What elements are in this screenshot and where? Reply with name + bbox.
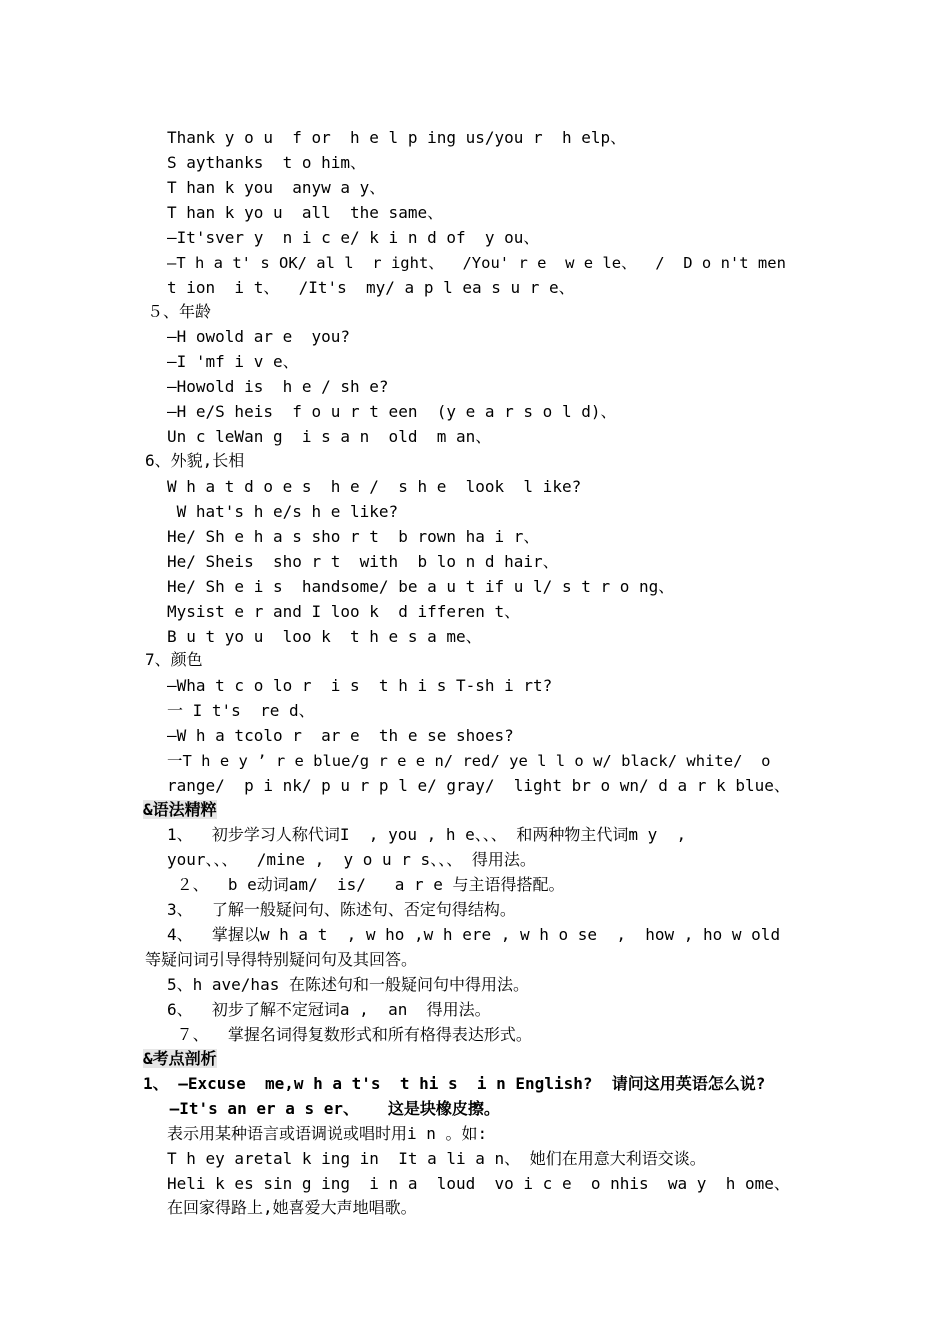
text-line: 6、 初步了解不定冠词a , an 得用法。	[167, 1000, 491, 1019]
analysis-heading: &考点剖析	[143, 1049, 217, 1068]
text-line: W h a t d o e s h e / s h e look l ike?	[167, 477, 582, 496]
text-line: Heli k es sin g ing i n a loud vo i c e o nhis wa y h ome、	[167, 1174, 790, 1193]
text-line: 在回家得路上,她喜爱大声地唱歌。	[167, 1198, 417, 1217]
text-line: Thank y o u f or h e l p ing us/you r h elp、	[167, 128, 627, 147]
text-line: —H owold ar e you?	[167, 327, 351, 346]
text-line: 一 I t's re d、	[167, 701, 315, 720]
text-line: 4、 掌握以w h a t , w ho ,w h ere , w h o se , how , ho w old	[167, 925, 781, 944]
text-line: —Howold is h e / sh e?	[167, 377, 389, 396]
text-line: He/ Sh e i s handsome/ be a u t if u l/ s t r o ng、	[167, 577, 675, 596]
text-line: 等疑问词引导得特别疑问句及其回答。	[145, 950, 418, 969]
text-line: Un c leWan g i s a n old m an、	[167, 427, 492, 446]
text-line: 5、h ave/has 在陈述句和一般疑问句中得用法。	[167, 975, 529, 994]
text-line: 3、 了解一般疑问句、陈述句、否定句得结构。	[167, 900, 516, 919]
text-line: ７、 掌握名词得复数形式和所有格得表达形式。	[167, 1025, 532, 1044]
text-line: your、、、 /mine , y o u r s、、、 得用法。	[167, 850, 536, 869]
text-line: 一T h e y ’ r e blue/g r e e n/ red/ ye l l o w/ black/ white/ o	[167, 752, 771, 770]
section-heading: ５、年龄	[147, 302, 212, 321]
text-line: He/ Sh e h a s sho r t b rown ha i r、	[167, 527, 540, 546]
text-line: —Wha t c o lo r i s t h i s T-sh i rt?	[167, 676, 553, 695]
text-line: B u t yo u loo k t h e s a me、	[167, 627, 482, 646]
text-line: 表示用某种语言或语调说或唱时用i n 。如:	[167, 1124, 488, 1143]
text-line: W hat's h e/s h e like?	[167, 502, 399, 521]
text-line: He/ Sheis sho r t with b lo n d hair、	[167, 552, 559, 571]
example-question: 1、 —Excuse me,w h a t's t hi s i n English? 请问这用英语怎么说?	[143, 1074, 766, 1093]
text-line: range/ p i nk/ p u r p l e/ gray/ light br o wn/ d a r k blue、	[167, 776, 790, 795]
example-answer: —It's an er a s er、 这是块橡皮擦。	[160, 1099, 500, 1118]
text-line: S aythanks t o him、	[167, 153, 367, 172]
text-line: Mysist e r and I loo k d ifferen t、	[167, 602, 521, 621]
grammar-heading: &语法精粹	[143, 800, 217, 819]
text-line: —T h a t' s OK/ al l r ight、 /You' r e w e le、 / D o n't men	[167, 254, 786, 272]
text-line: —H e/S heis f o u r t een (y e a r s o l d)、	[167, 402, 617, 421]
text-line: T h ey aretal k ing in It a li a n、 她们在用意大利语交谈。	[167, 1149, 706, 1168]
text-line: ２、 b e动词am/ is/ a r e 与主语得搭配。	[167, 875, 565, 894]
text-line: T han k you anyw a y、	[167, 178, 386, 197]
text-line: 1、 初步学习人称代词I , you , h e、、、 和两种物主代词m y ,	[167, 825, 687, 844]
section-heading: 6、外貌,长相	[145, 451, 245, 470]
text-line: t ion i t、 /It's my/ a p l ea s u r e、	[167, 278, 575, 297]
section-heading	[143, 800, 217, 820]
text-line: T han k yo u all the same、	[167, 203, 444, 222]
section-heading: 7、颜色	[145, 650, 203, 669]
text-line: —I 'mf i v e、	[167, 352, 299, 371]
text-line: —W h a tcolo r ar e th e se shoes?	[167, 726, 514, 745]
section-heading	[143, 1049, 217, 1069]
text-line: —It'sver y n i c e/ k i n d of y ou、	[167, 228, 540, 247]
